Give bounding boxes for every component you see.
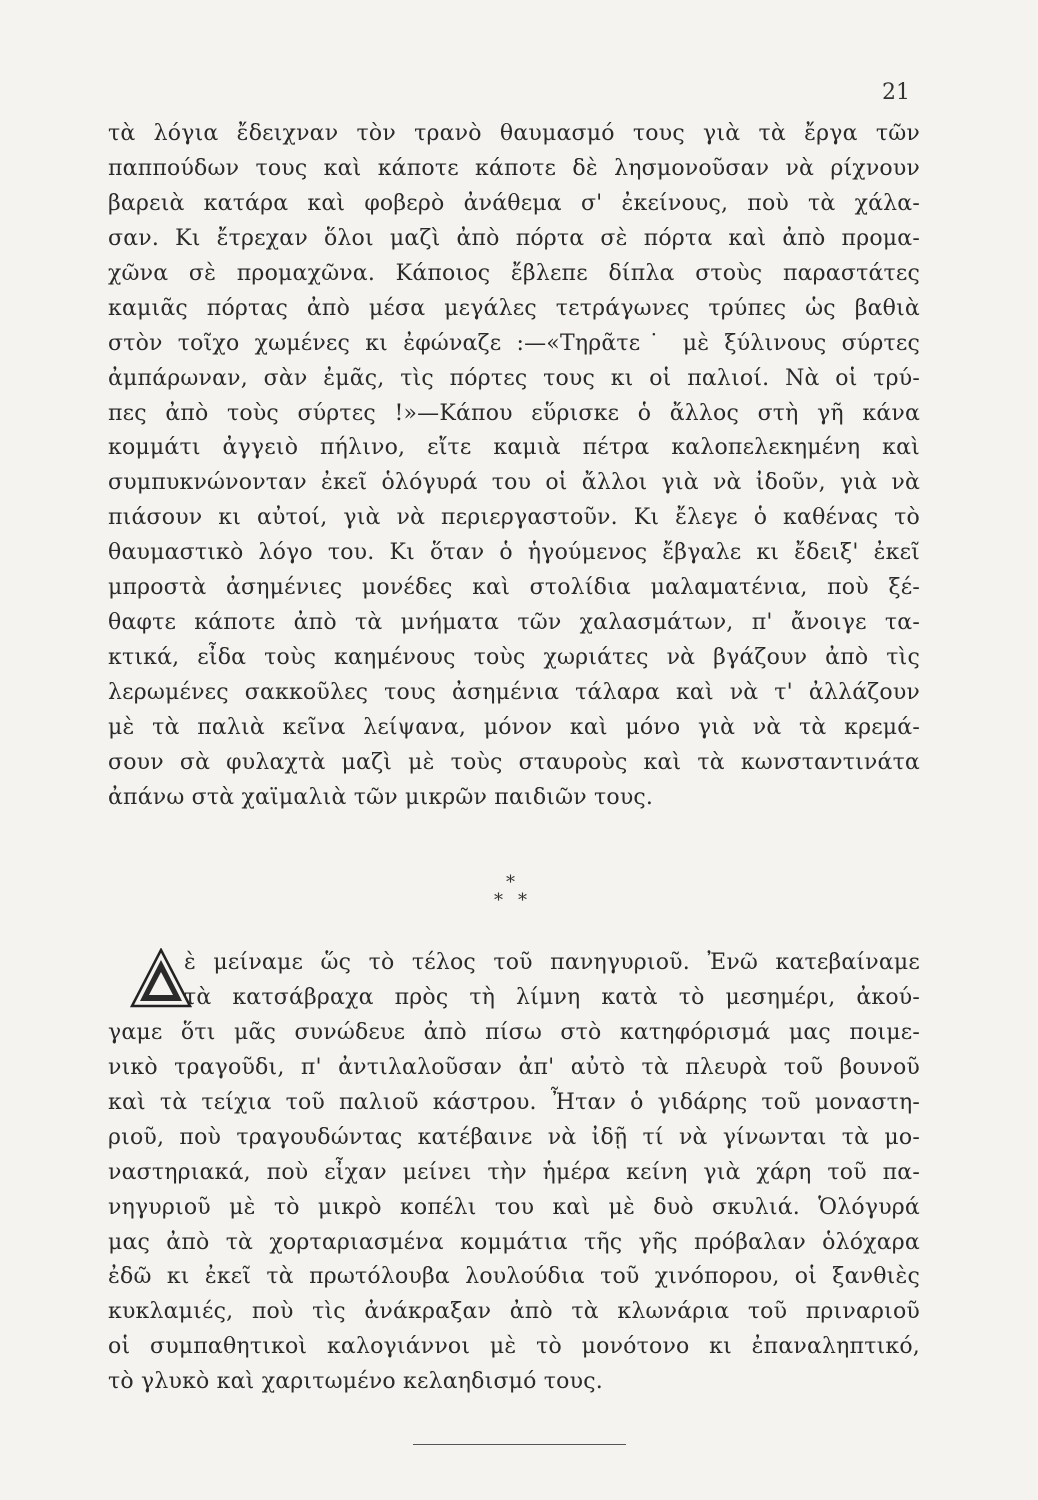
text-line: θαυμαστικὸ λόγο του. Κι ὅταν ὁ ἡγούμενος ἔβγαλε κι ἔδειξ' ἐκεῖ <box>108 540 920 566</box>
text-line: καμιᾶς πόρτας ἀπὸ μέσα μεγάλες τετράγωνες τρύπες ὡς βαθιὰ <box>108 295 920 321</box>
text-line: ὲ μείναμε ὥς τὸ τέλος τοῦ πανηγυριοῦ. Ἐνῶ κατεβαίναμε <box>184 950 920 975</box>
text-line: οἱ συμπαθητικοὶ καλογιάννοι μὲ τὸ μονότονο κι ἐπαναληπτικό, <box>108 1334 920 1360</box>
asterism-star-left: * <box>494 890 503 911</box>
text-line: κομμάτι ἀγγειὸ πήλινο, εἴτε καμιὰ πέτρα καλοπελεκημένη καὶ <box>108 435 920 461</box>
asterism-separator <box>480 872 540 912</box>
text-line: ριοῦ, ποὺ τραγουδώντας κατέβαινε νὰ ἰδῇ τί νὰ γίνωνται τὰ μο- <box>108 1124 920 1150</box>
text-line: ἐδῶ κι ἐκεῖ τὰ πρωτόλουβα λουλούδια τοῦ χινόπορου, οἱ ξανθιὲς <box>108 1264 920 1290</box>
text-line: λερωμένες σακκοῦλες τους ἀσημένια τάλαρα καὶ νὰ τ' ἀλλάζουν <box>108 680 920 705</box>
text-line: σαν. Κι ἔτρεχαν ὅλοι μαζὶ ἀπὸ πόρτα σὲ πόρτα καὶ ἀπὸ προμα- <box>108 225 920 251</box>
text-line: ἀπάνω στὰ χαϊμαλιὰ τῶν μικρῶν παιδιῶν τους. <box>108 784 654 810</box>
text-line: σουν σὰ φυλαχτὰ μαζὶ μὲ τοὺς σταυροὺς καὶ τὰ κωνσταντινάτα <box>108 749 920 775</box>
text-line: ἀμπάρωναν, σὰν ἐμᾶς, τὶς πόρτες τους κι οἱ παλιοί. Νὰ οἱ τρύ- <box>108 365 920 391</box>
text-line: συμπυκνώνονταν ἐκεῖ ὁλόγυρά του οἱ ἄλλοι γιὰ νὰ ἰδοῦν, γιὰ νὰ <box>108 470 920 496</box>
text-line: στὸν τοῖχο χωμένες κι ἐφώναζε :—«Τηρᾶτε˙ μὲ ξύλινους σύρτες <box>108 330 920 356</box>
drop-cap-letter: Δ <box>160 988 162 989</box>
paragraph-2 <box>108 946 920 1400</box>
text-line: κτικά, εἶδα τοὺς καημένους τοὺς χωριάτες νὰ βγάζουν ἀπὸ τὶς <box>108 645 920 671</box>
end-rule <box>413 1444 626 1445</box>
page-number: 21 <box>882 80 910 105</box>
asterism-star-right: * <box>518 890 527 911</box>
text-line: πιάσουν κι αὐτοί, γιὰ νὰ περιεργαστοῦν. Κι ἔλεγε ὁ καθένας τὸ <box>108 505 920 531</box>
text-line: πες ἀπὸ τοὺς σύρτες !»—Κάπου εὕρισκε ὁ ἄλλος στὴ γῆ κάνα <box>108 400 920 426</box>
text-line: μὲ τὰ παλιὰ κεῖνα λείψανα, μόνον καὶ μόνο γιὰ νὰ τὰ κρεμά- <box>108 714 920 740</box>
text-line: μπροστὰ ἀσημένιες μονέδες καὶ στολίδια μαλαματένια, ποὺ ξέ- <box>108 575 920 601</box>
text-line: τὰ λόγια ἔδειχναν τὸν τρανὸ θαυμασμό τους γιὰ τὰ ἔργα τῶν <box>108 121 920 146</box>
text-line: κυκλαμιές, ποὺ τὶς ἀνάκραξαν ἀπὸ τὰ κλωνάρια τοῦ πριναριοῦ <box>108 1299 920 1325</box>
paragraph-1 <box>108 117 920 816</box>
text-line: ναστηριακά, ποὺ εἶχαν μείνει τὴν ἡμέρα κείνη γιὰ χάρη τοῦ πα- <box>108 1159 920 1185</box>
text-line: τὸ γλυκὸ καὶ χαριτωμένο κελαηδισμό τους. <box>108 1369 603 1395</box>
text-line: καὶ τὰ τείχια τοῦ παλιοῦ κάστρου. Ἦταν ὁ γιδάρης τοῦ μοναστη- <box>108 1089 920 1115</box>
text-line: βαρειὰ κατάρα καὶ φοβερὸ ἀνάθεμα σ' ἐκείνους, ποὺ τὰ χάλα- <box>108 190 920 216</box>
text-line: μας ἀπὸ τὰ χορταριασμένα κομμάτια τῆς γῆς πρόβαλαν ὁλόχαρα <box>108 1229 920 1255</box>
asterism-star-top: * <box>506 872 515 893</box>
text-line: παππούδων τους καὶ κάποτε κάποτε δὲ λησμονοῦσαν νὰ ρίχνουν <box>108 155 920 181</box>
text-line: γαμε ὅτι μᾶς συνώδευε ἀπὸ πίσω στὸ κατηφόρισμά μας ποιμε- <box>108 1019 920 1045</box>
text-line: θαφτε κάποτε ἀπὸ τὰ μνήματα τῶν χαλασμάτων, π' ἄνοιγε τα- <box>108 610 920 636</box>
text-line: νικὸ τραγοῦδι, π' ἀντιλαλοῦσαν ἀπ' αὐτὸ τὰ πλευρὰ τοῦ βουνοῦ <box>108 1054 920 1080</box>
text-line: νηγυριοῦ μὲ τὸ μικρὸ κοπέλι του καὶ μὲ δυὸ σκυλιά. Ὁλόγυρά <box>108 1194 920 1220</box>
text-line: χῶνα σὲ προμαχῶνα. Κάποιος ἔβλεπε δίπλα στοὺς παραστάτες <box>108 260 920 286</box>
text-line: τὰ κατσάβραχα πρὸς τὴ λίμνη κατὰ τὸ μεσημέρι, ἀκού- <box>184 984 920 1010</box>
